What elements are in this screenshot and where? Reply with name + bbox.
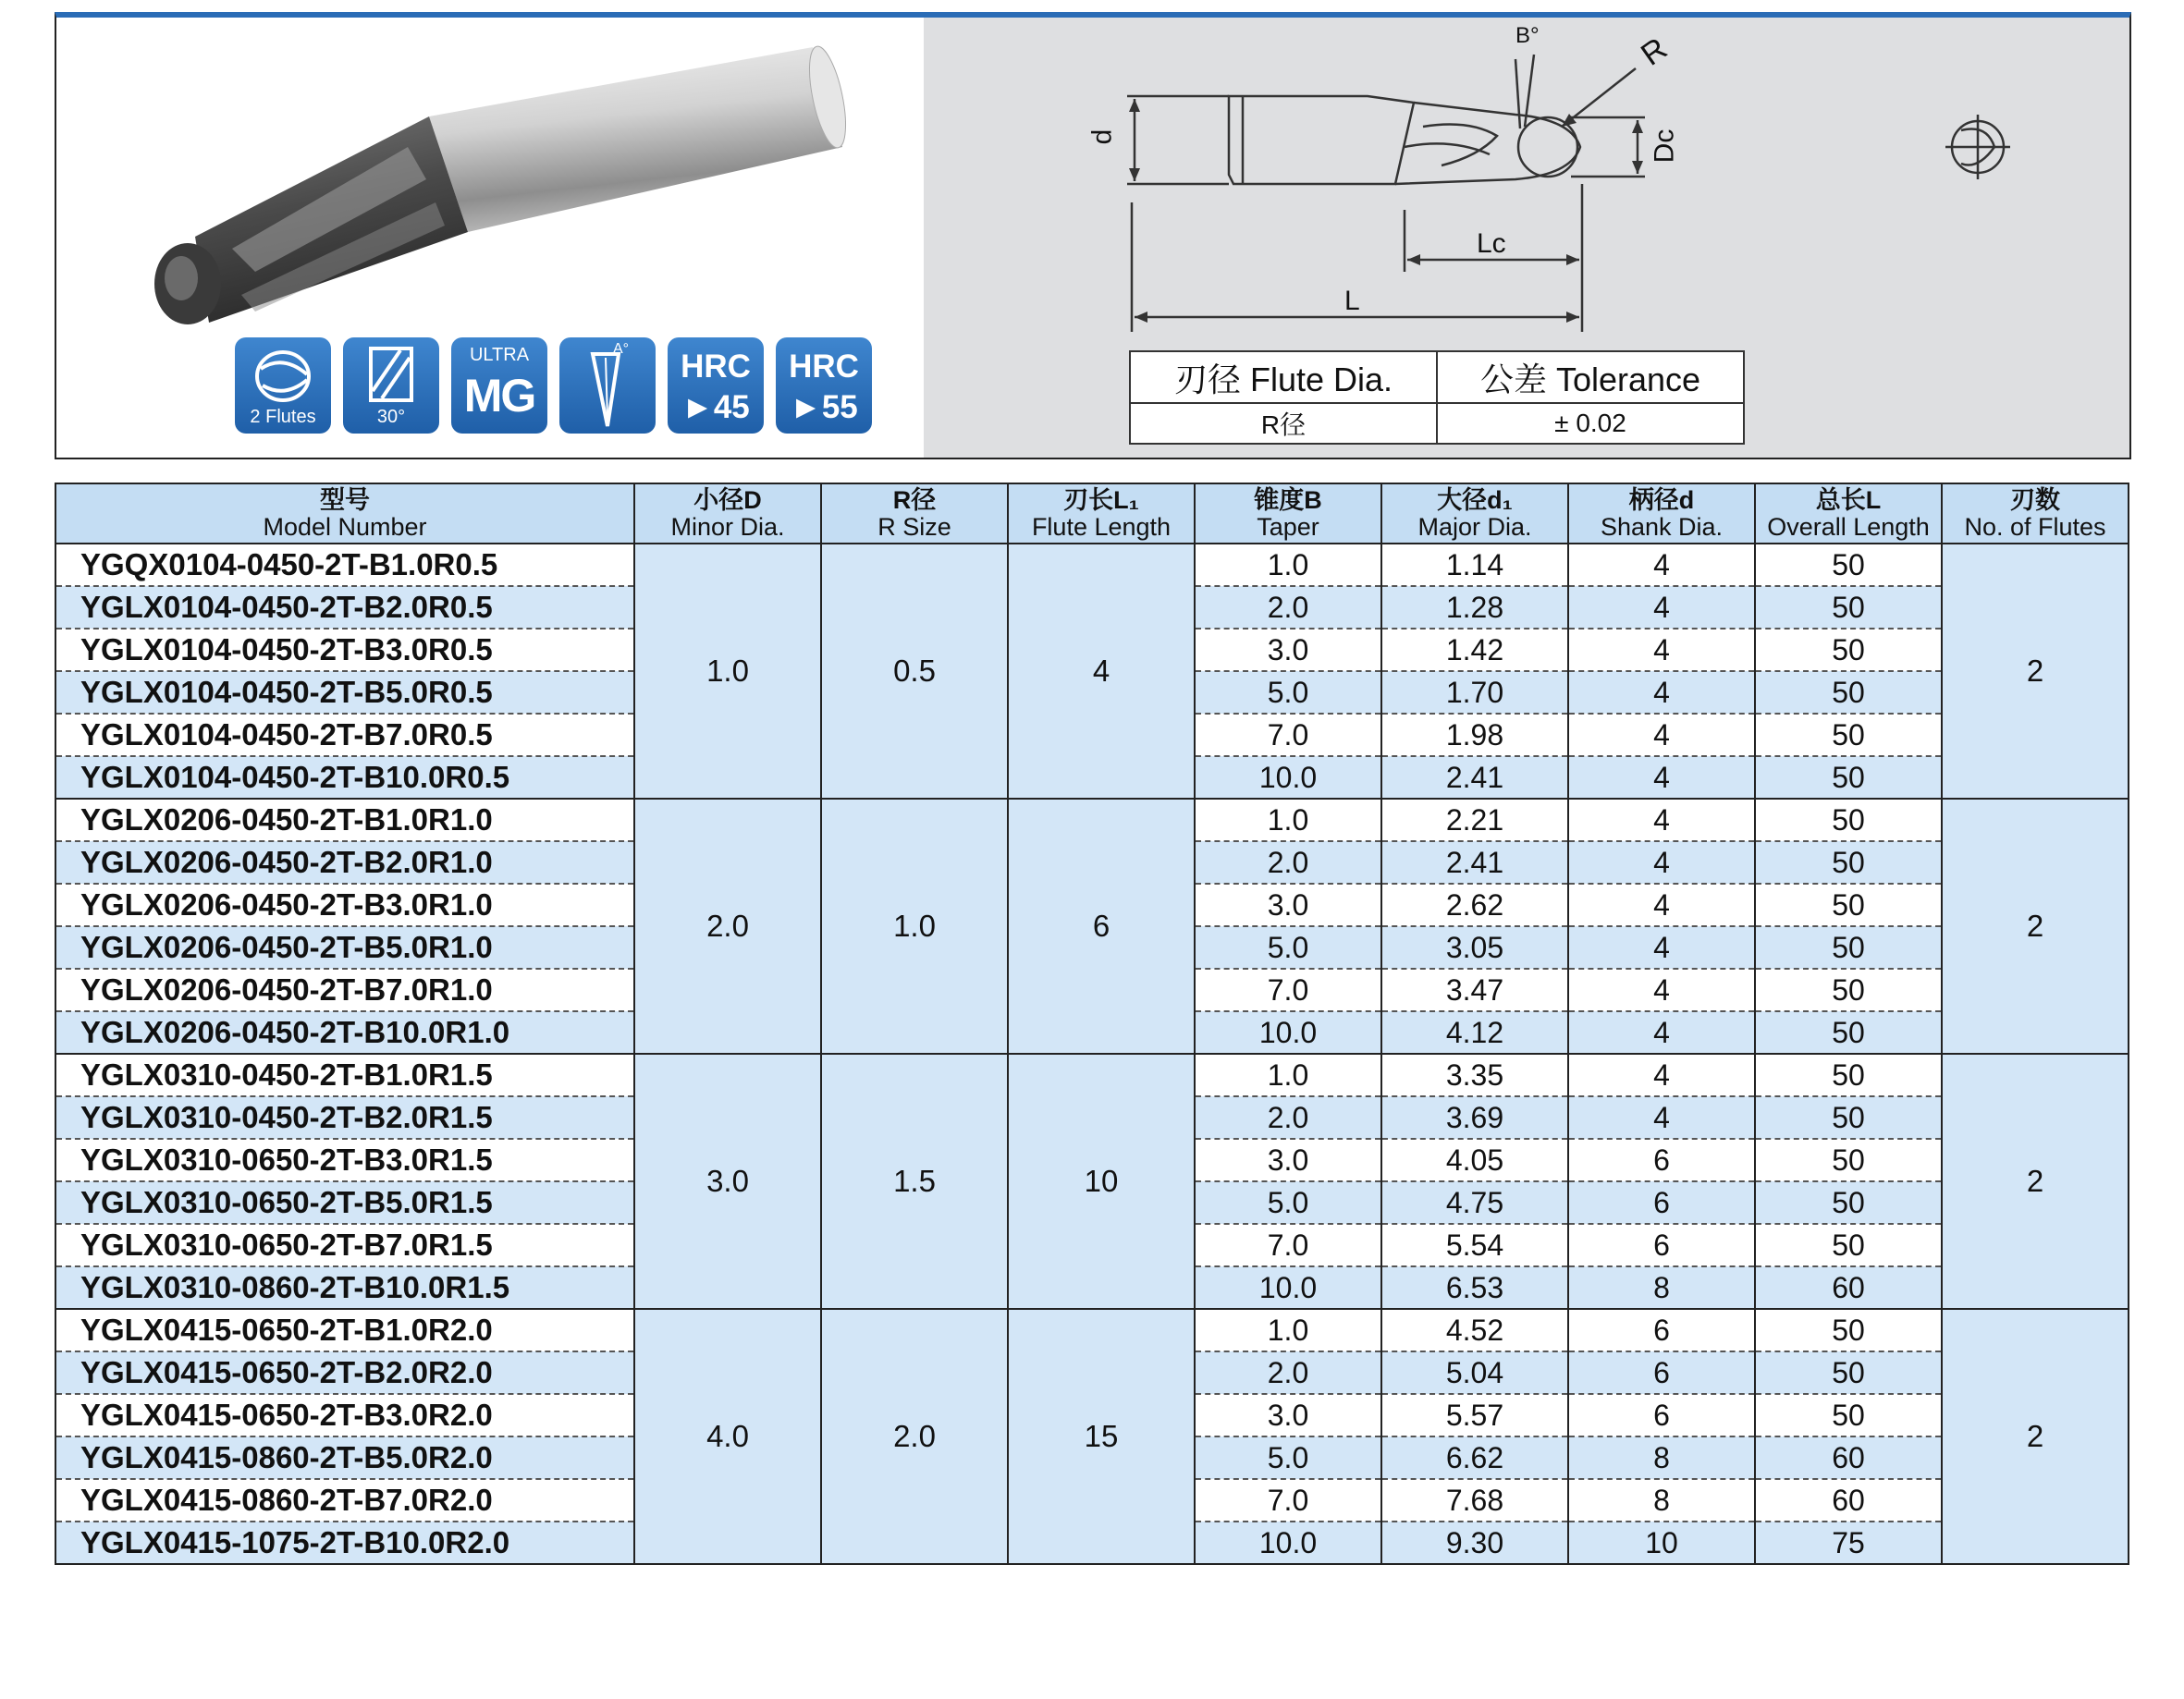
taper-cell: 2.0 <box>1195 586 1381 629</box>
model-number-cell: YGLX0310-0650-2T-B5.0R1.5 <box>55 1181 634 1224</box>
taper-cell: 3.0 <box>1195 1394 1381 1436</box>
overall-length-cell: 50 <box>1755 799 1942 841</box>
major-dia-cell: 2.21 <box>1381 799 1568 841</box>
shank-dia-cell: 4 <box>1568 629 1755 671</box>
overall-length-cell: 50 <box>1755 1394 1942 1436</box>
r-label: R <box>1635 31 1674 73</box>
taper-cell: 10.0 <box>1195 1522 1381 1564</box>
model-number-cell: YGLX0310-0450-2T-B1.0R1.5 <box>55 1054 634 1096</box>
major-dia-cell: 1.98 <box>1381 714 1568 756</box>
taper-cell: 7.0 <box>1195 969 1381 1011</box>
shank-dia-cell: 4 <box>1568 1054 1755 1096</box>
shank-dia-cell: 4 <box>1568 926 1755 969</box>
shank-dia-cell: 4 <box>1568 586 1755 629</box>
taper-cell: 2.0 <box>1195 1096 1381 1139</box>
header-major-dia: 大径d₁ Major Dia. <box>1381 483 1568 544</box>
model-number-cell: YGLX0310-0650-2T-B7.0R1.5 <box>55 1224 634 1266</box>
shank-dia-cell: 4 <box>1568 1096 1755 1139</box>
overall-length-cell: 50 <box>1755 714 1942 756</box>
spec-table-body <box>55 544 2129 1564</box>
tolerance-value: ± 0.02 <box>1437 403 1744 444</box>
overall-length-cell: 50 <box>1755 1181 1942 1224</box>
minor-dia-cell: 4.0 <box>634 1309 821 1564</box>
shank-dia-cell: 6 <box>1568 1351 1755 1394</box>
overall-length-cell: 50 <box>1755 1054 1942 1096</box>
ultra-mg-badge <box>451 337 547 434</box>
overall-length-cell: 50 <box>1755 1309 1942 1351</box>
taper-cell: 10.0 <box>1195 756 1381 799</box>
badge-mg-text: MG <box>463 370 535 422</box>
model-number-cell: YGLX0104-0450-2T-B7.0R0.5 <box>55 714 634 756</box>
shank-dia-cell: 8 <box>1568 1436 1755 1479</box>
model-number-cell: YGLX0104-0450-2T-B10.0R0.5 <box>55 756 634 799</box>
taper-cell: 5.0 <box>1195 671 1381 714</box>
major-dia-cell: 7.68 <box>1381 1479 1568 1522</box>
overall-length-cell: 50 <box>1755 756 1942 799</box>
flute-length-cell: 10 <box>1008 1054 1195 1309</box>
shank-dia-cell: 6 <box>1568 1224 1755 1266</box>
major-dia-cell: 4.52 <box>1381 1309 1568 1351</box>
model-number-cell: YGQX0104-0450-2T-B1.0R0.5 <box>55 544 634 586</box>
major-dia-cell: 6.62 <box>1381 1436 1568 1479</box>
major-dia-cell: 2.41 <box>1381 756 1568 799</box>
badge-caption: 2 Flutes <box>250 407 316 427</box>
badge-hrc-label: HRC <box>789 348 859 385</box>
table-row <box>55 1054 2129 1096</box>
shank-dia-cell: 4 <box>1568 799 1755 841</box>
taper-cell: 5.0 <box>1195 1181 1381 1224</box>
model-number-cell: YGLX0310-0450-2T-B2.0R1.5 <box>55 1096 634 1139</box>
lc-label: Lc <box>1477 228 1506 259</box>
technical-drawing-area <box>924 18 2129 458</box>
model-number-cell: YGLX0415-0650-2T-B3.0R2.0 <box>55 1394 634 1436</box>
overall-length-cell: 50 <box>1755 969 1942 1011</box>
table-row <box>55 544 2129 586</box>
two-flutes-badge <box>235 337 331 434</box>
major-dia-cell: 4.12 <box>1381 1011 1568 1054</box>
major-dia-cell: 3.47 <box>1381 969 1568 1011</box>
overall-length-cell: 50 <box>1755 1139 1942 1181</box>
taper-angle-icon <box>559 337 656 434</box>
overall-length-cell: 50 <box>1755 841 1942 884</box>
model-number-cell: YGLX0206-0450-2T-B2.0R1.0 <box>55 841 634 884</box>
model-number-cell: YGLX0206-0450-2T-B1.0R1.0 <box>55 799 634 841</box>
header-taper: 锥度B Taper <box>1195 483 1381 544</box>
l-label: L <box>1344 286 1360 316</box>
overall-length-cell: 60 <box>1755 1479 1942 1522</box>
model-number-cell: YGLX0206-0450-2T-B7.0R1.0 <box>55 969 634 1011</box>
flutes-cell: 2 <box>1942 799 2129 1054</box>
header-flutes: 刃数 No. of Flutes <box>1942 483 2129 544</box>
model-number-cell: YGLX0104-0450-2T-B2.0R0.5 <box>55 586 634 629</box>
taper-cell: 1.0 <box>1195 799 1381 841</box>
badge-angle-sup: A° <box>613 341 630 357</box>
major-dia-cell: 3.35 <box>1381 1054 1568 1096</box>
shank-dia-cell: 4 <box>1568 884 1755 926</box>
overall-length-cell: 50 <box>1755 1351 1942 1394</box>
overall-length-cell: 50 <box>1755 544 1942 586</box>
taper-cell: 1.0 <box>1195 544 1381 586</box>
table-header-row <box>55 483 2129 544</box>
taper-cell: 5.0 <box>1195 926 1381 969</box>
taper-cell: 2.0 <box>1195 841 1381 884</box>
shank-dia-cell: 4 <box>1568 671 1755 714</box>
header-minor-dia: 小径D Minor Dia. <box>634 483 821 544</box>
shank-dia-cell: 4 <box>1568 1011 1755 1054</box>
minor-dia-cell: 1.0 <box>634 544 821 799</box>
hrc45-badge <box>668 337 764 434</box>
b-angle-label: B° <box>1515 23 1540 48</box>
flute-length-cell: 4 <box>1008 544 1195 799</box>
flute-length-cell: 6 <box>1008 799 1195 1054</box>
overall-length-cell: 50 <box>1755 1224 1942 1266</box>
model-number-cell: YGLX0415-1075-2T-B10.0R2.0 <box>55 1522 634 1564</box>
badge-ultra-text: ULTRA <box>469 345 530 365</box>
major-dia-cell: 2.41 <box>1381 841 1568 884</box>
header-flute-length: 刃长L₁ Flute Length <box>1008 483 1195 544</box>
d-label: d <box>1086 128 1118 145</box>
overall-length-cell: 50 <box>1755 926 1942 969</box>
major-dia-cell: 3.69 <box>1381 1096 1568 1139</box>
major-dia-cell: 2.62 <box>1381 884 1568 926</box>
taper-cell: 7.0 <box>1195 1224 1381 1266</box>
shank-dia-cell: 4 <box>1568 756 1755 799</box>
model-number-cell: YGLX0206-0450-2T-B3.0R1.0 <box>55 884 634 926</box>
tolerance-header: 公差 Tolerance <box>1437 351 1744 403</box>
helix-30-badge <box>343 337 439 434</box>
model-number-cell: YGLX0310-0860-2T-B10.0R1.5 <box>55 1266 634 1309</box>
shank-dia-cell: 6 <box>1568 1139 1755 1181</box>
badge-hrc-label: HRC <box>681 348 751 385</box>
overall-length-cell: 50 <box>1755 884 1942 926</box>
flutes-cell: 2 <box>1942 1054 2129 1309</box>
shank-dia-cell: 10 <box>1568 1522 1755 1564</box>
major-dia-cell: 1.14 <box>1381 544 1568 586</box>
model-number-cell: YGLX0415-0650-2T-B1.0R2.0 <box>55 1309 634 1351</box>
r-size-cell: 1.0 <box>821 799 1008 1054</box>
flute-length-cell: 15 <box>1008 1309 1195 1564</box>
model-number-cell: YGLX0206-0450-2T-B10.0R1.0 <box>55 1011 634 1054</box>
overall-length-cell: 75 <box>1755 1522 1942 1564</box>
flute-dia-header: 刃径 Flute Dia. <box>1130 351 1437 403</box>
major-dia-cell: 5.04 <box>1381 1351 1568 1394</box>
minor-dia-cell: 2.0 <box>634 799 821 1054</box>
shank-dia-cell: 6 <box>1568 1181 1755 1224</box>
badge-hrc-value: ►55 <box>790 389 858 425</box>
overall-length-cell: 50 <box>1755 629 1942 671</box>
flute-dia-value: R径 <box>1130 403 1437 444</box>
badge-hrc-value: ►45 <box>681 389 750 425</box>
minor-dia-cell: 3.0 <box>634 1054 821 1309</box>
overall-length-cell: 50 <box>1755 586 1942 629</box>
model-number-cell: YGLX0104-0450-2T-B5.0R0.5 <box>55 671 634 714</box>
tolerance-table <box>1129 350 1745 445</box>
major-dia-cell: 1.28 <box>1381 586 1568 629</box>
taper-cell: 2.0 <box>1195 1351 1381 1394</box>
major-dia-cell: 9.30 <box>1381 1522 1568 1564</box>
overall-length-cell: 60 <box>1755 1266 1942 1309</box>
taper-cell: 3.0 <box>1195 629 1381 671</box>
shank-dia-cell: 8 <box>1568 1266 1755 1309</box>
shank-dia-cell: 6 <box>1568 1309 1755 1351</box>
helix-angle-icon <box>343 343 439 408</box>
major-dia-cell: 4.05 <box>1381 1139 1568 1181</box>
shank-dia-cell: 4 <box>1568 841 1755 884</box>
taper-cell: 1.0 <box>1195 1309 1381 1351</box>
model-number-cell: YGLX0104-0450-2T-B3.0R0.5 <box>55 629 634 671</box>
major-dia-cell: 5.54 <box>1381 1224 1568 1266</box>
major-dia-cell: 4.75 <box>1381 1181 1568 1224</box>
taper-cell: 1.0 <box>1195 1054 1381 1096</box>
model-number-cell: YGLX0415-0650-2T-B2.0R2.0 <box>55 1351 634 1394</box>
taper-cell: 3.0 <box>1195 884 1381 926</box>
shank-dia-cell: 6 <box>1568 1394 1755 1436</box>
major-dia-cell: 1.70 <box>1381 671 1568 714</box>
product-photo-area <box>56 18 924 458</box>
dc-label: Dc <box>1649 128 1680 164</box>
end-mill-photo <box>56 18 924 332</box>
shank-dia-cell: 4 <box>1568 969 1755 1011</box>
product-header-panel <box>55 12 2131 459</box>
major-dia-cell: 6.53 <box>1381 1266 1568 1309</box>
overall-length-cell: 60 <box>1755 1436 1942 1479</box>
taper-angle-badge <box>559 337 656 434</box>
overall-length-cell: 50 <box>1755 671 1942 714</box>
hrc55-badge <box>776 337 872 434</box>
overall-length-cell: 50 <box>1755 1011 1942 1054</box>
model-number-cell: YGLX0206-0450-2T-B5.0R1.0 <box>55 926 634 969</box>
header-model: 型号 Model Number <box>55 483 634 544</box>
taper-cell: 10.0 <box>1195 1266 1381 1309</box>
major-dia-cell: 5.57 <box>1381 1394 1568 1436</box>
overall-length-cell: 50 <box>1755 1096 1942 1139</box>
badge-caption: 30° <box>376 407 406 427</box>
taper-cell: 3.0 <box>1195 1139 1381 1181</box>
taper-cell: 5.0 <box>1195 1436 1381 1479</box>
flutes-cell: 2 <box>1942 1309 2129 1564</box>
table-row <box>55 1309 2129 1351</box>
table-row <box>55 799 2129 841</box>
shank-dia-cell: 8 <box>1568 1479 1755 1522</box>
shank-dia-cell: 4 <box>1568 544 1755 586</box>
taper-cell: 10.0 <box>1195 1011 1381 1054</box>
header-shank-dia: 柄径d Shank Dia. <box>1568 483 1755 544</box>
model-number-cell: YGLX0415-0860-2T-B7.0R2.0 <box>55 1479 634 1522</box>
r-size-cell: 1.5 <box>821 1054 1008 1309</box>
spec-table <box>55 483 2129 1565</box>
model-number-cell: YGLX0415-0860-2T-B5.0R2.0 <box>55 1436 634 1479</box>
model-number-cell: YGLX0310-0650-2T-B3.0R1.5 <box>55 1139 634 1181</box>
r-size-cell: 0.5 <box>821 544 1008 799</box>
flutes-cell: 2 <box>1942 544 2129 799</box>
shank-dia-cell: 4 <box>1568 714 1755 756</box>
flutes-icon <box>235 343 331 408</box>
major-dia-cell: 1.42 <box>1381 629 1568 671</box>
header-r-size: R径 R Size <box>821 483 1008 544</box>
taper-cell: 7.0 <box>1195 714 1381 756</box>
header-overall-length: 总长L Overall Length <box>1755 483 1942 544</box>
major-dia-cell: 3.05 <box>1381 926 1568 969</box>
taper-cell: 7.0 <box>1195 1479 1381 1522</box>
r-size-cell: 2.0 <box>821 1309 1008 1564</box>
